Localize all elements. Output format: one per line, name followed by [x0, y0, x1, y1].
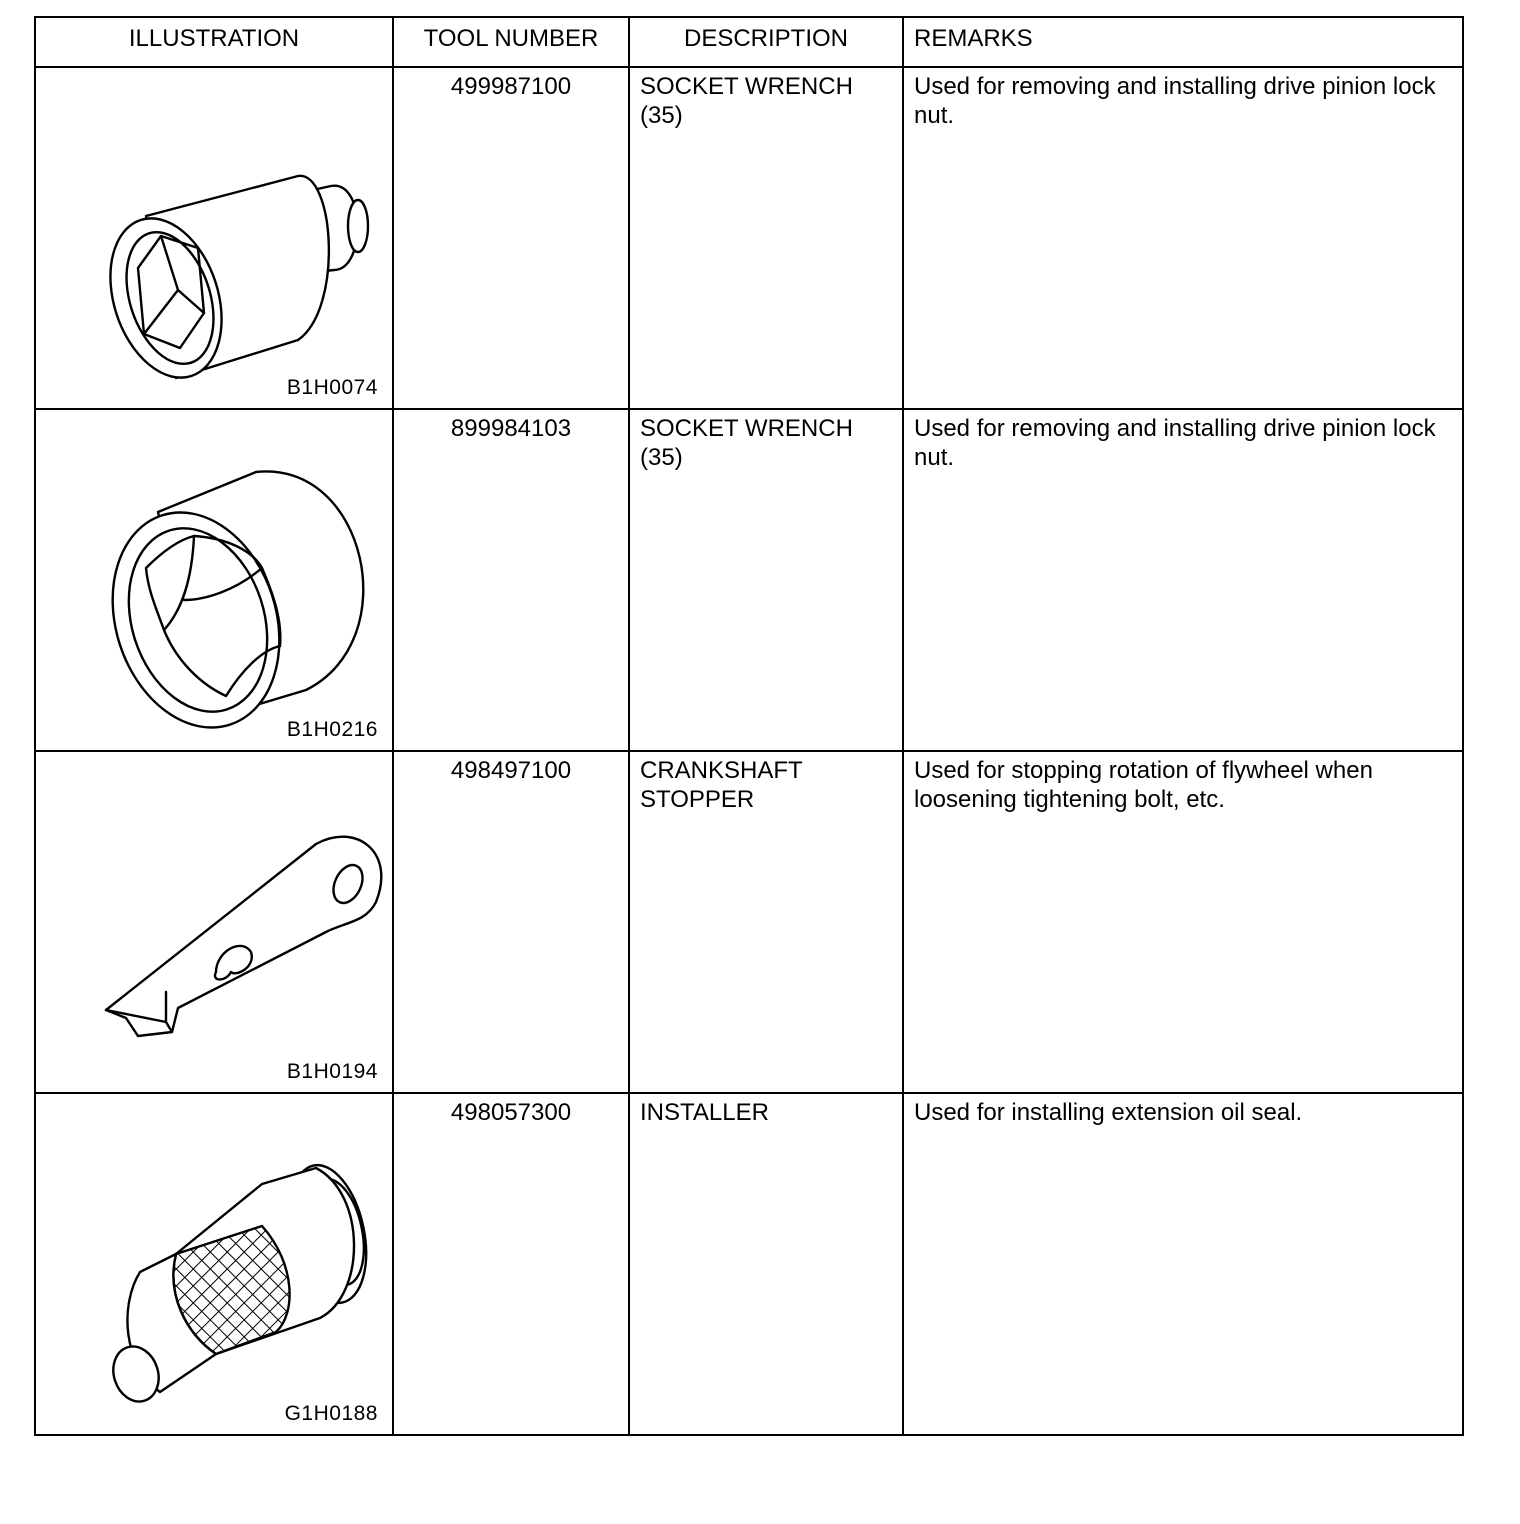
tool-description: SOCKET WRENCH (35): [629, 409, 903, 751]
table-row: [35, 751, 1463, 1093]
table-row: [35, 409, 1463, 751]
illustration-cell: [35, 751, 393, 1093]
installer-icon: [66, 1124, 386, 1424]
tool-description: CRANKSHAFT STOPPER: [629, 751, 903, 1093]
socket-wrench-icon: [66, 98, 386, 398]
figure-code: B1H0074: [286, 376, 378, 399]
header-remarks: REMARKS: [903, 17, 1463, 67]
table-header-row: [35, 17, 1463, 67]
tool-number: 498497100: [393, 751, 629, 1093]
figure-code: G1H0188: [284, 1402, 378, 1425]
special-tools-table: [34, 16, 1464, 1436]
tool-remarks: Used for stopping rotation of flywheel when loosening tightening bolt, etc.: [903, 751, 1463, 1093]
tool-remarks: Used for removing and installing drive pinion lock nut.: [903, 409, 1463, 751]
tool-description: SOCKET WRENCH (35): [629, 67, 903, 409]
tool-number: 498057300: [393, 1093, 629, 1435]
tool-remarks: Used for removing and installing drive pinion lock nut.: [903, 67, 1463, 409]
header-illustration: ILLUSTRATION: [35, 17, 393, 67]
tool-number: 899984103: [393, 409, 629, 751]
socket-wrench-short-icon: [66, 440, 386, 740]
illustration-cell: [35, 67, 393, 409]
crankshaft-stopper-icon: [66, 782, 386, 1082]
header-description: DESCRIPTION: [629, 17, 903, 67]
illustration-cell: [35, 1093, 393, 1435]
figure-code: B1H0194: [286, 1060, 378, 1083]
header-tool-number: TOOL NUMBER: [393, 17, 629, 67]
table-row: [35, 67, 1463, 409]
illustration-cell: [35, 409, 393, 751]
table-row: [35, 1093, 1463, 1435]
tool-description: INSTALLER: [629, 1093, 903, 1435]
tool-number: 499987100: [393, 67, 629, 409]
figure-code: B1H0216: [286, 718, 378, 741]
tool-remarks: Used for installing extension oil seal.: [903, 1093, 1463, 1435]
